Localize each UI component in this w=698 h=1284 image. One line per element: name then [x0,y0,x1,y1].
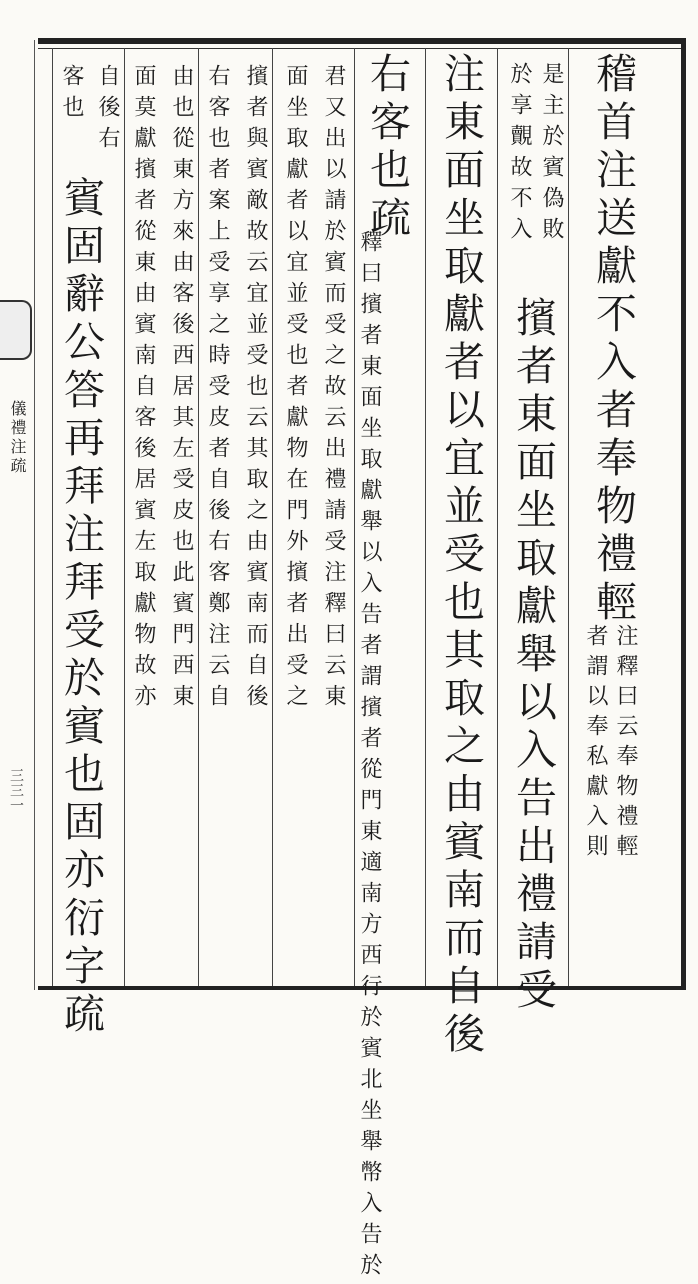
column-rule [568,48,569,986]
column-rule [497,48,498,986]
text-column-6-annotation-right: 擯者與賓敵故云宜並受也云其取之由賓南而自後 [243,64,268,715]
text-column-1: 稽首注送獻不入者奉物禮輕 [589,52,637,628]
text-column-5-annotation-left: 釋曰擯者東面坐取獻舉以入告者謂擯者從門東適南方西行於賓北坐舉幣入告於 [357,230,382,1284]
text-column-9-small: 客也 [59,64,84,126]
text-column-7-annotation-left: 右客也者案上受享之時受皮者自後右客鄭注云自 [205,64,230,715]
margin-tab-mark [0,300,32,360]
text-column-1-annotation-left: 者謂以奉私獻入則 [583,624,608,864]
text-column-6-annotation-left: 面坐取獻者以宜並受也者獻物在門外擯者出受之 [283,64,308,715]
column-rule [124,48,125,986]
text-column-2-annotation-left: 於享覿故不入 [507,62,532,248]
column-rule [425,48,426,986]
text-column-3: 擯者東面坐取獻舉以入告出禮請受 [509,296,557,1016]
column-rule [354,48,355,986]
column-rule [198,48,199,986]
column-rule [272,48,273,986]
text-column-8-annotation-left: 面莫獻擯者從東由賓南自客後居賓左取獻物故亦 [131,64,156,715]
text-column-9: 賓固辭公答再拜注拜受於賓也固亦衍字疏 [57,176,105,1040]
margin-book-title: 儀禮注疏 [8,400,27,476]
text-column-5: 右客也疏 [363,52,411,244]
column-rule [52,48,53,986]
margin-page-number: 三三一 [8,768,24,813]
text-column-1-annotation-right: 注釋曰云奉物禮輕 [613,624,638,864]
text-column-2-annotation-right: 是主於賓偽敗 [539,62,564,248]
text-column-4: 注東面坐取獻者以宜並受也其取之由賓南而自後 [437,52,485,1060]
text-column-7-annotation-right: 由也從東方來由客後西居其左受皮也此賓門西東 [169,64,194,715]
margin-divider-line [34,40,35,990]
text-column-8-annotation-right: 自後右 [95,64,120,157]
text-column-5-annotation-right: 君又出以請於賓而受之故云出禮請受注釋曰云東 [321,64,346,715]
left-margin-strip [0,0,36,1024]
